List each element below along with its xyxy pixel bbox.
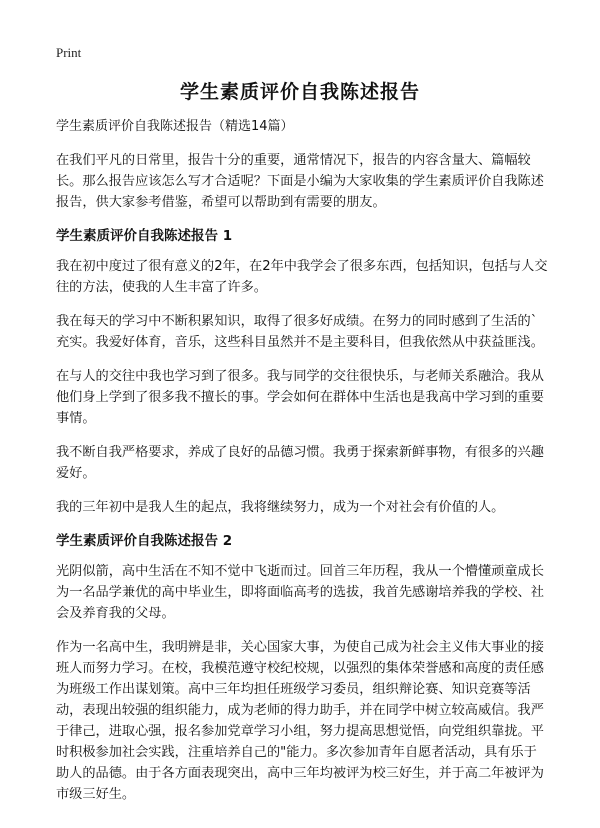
page-title: 学生素质评价自我陈述报告 (179, 81, 420, 103)
section-1-paragraph: 我在每天的学习中不断积累知识，取得了很多好成绩。在努力的同时感到了生活的`充实。我爱好体育，音乐，这些科目虽然并不是主要科目，但我依然从中获益匪浅。 (56, 314, 544, 350)
section-1-paragraph: 我不断自我严格要求，养成了良好的品德习惯。我勇于探索新鲜事物，有很多的兴趣爱好。 (56, 445, 544, 481)
section-heading-1: 学生素质评价自我陈述报告 1 (56, 228, 233, 244)
section-1-paragraph: 我在初中度过了很有意义的2年，在2年中我学会了很多东西，包括知识，包括与人交往的方法，使我的人生丰富了许多。 (56, 259, 548, 295)
section-1-paragraph: 我的三年初中是我人生的起点，我将继续努力，成为一个对社会有价值的人。 (56, 500, 505, 515)
intro-paragraph: 在我们平凡的日常里，报告十分的重要，通常情况下，报告的内容含量大、篇幅较长。那么报告应该怎么写才合适呢？下面是小编为大家收集的学生素质评价自我陈述报告，供大家参考借鉴，希望可以帮助到有需要的朋友。 (56, 153, 544, 210)
section-heading-2: 学生素质评价自我陈述报告 2 (56, 533, 233, 549)
print-link[interactable]: Print (56, 45, 82, 60)
section-2-paragraph: 作为一名高中生，我明辨是非，关心国家大事，为使自己成为社会主义伟大事业的接班人而努力学习。在校，我模范遵守校纪校规，以强烈的集体荣誉感和高度的责任感为班级工作出谋划策。高中三年均担任班级学习委员，组织辩论赛、知识竞赛等活动，表现出较强的组织能力，成为老师的得力助手，并在同学中树立较高威信。我严于律己，进取心强，报名参加党章学习小组，努力提高思想觉悟，向党组织靠拢。平时积极参加社会实践，注重培养自己的"能力。多次参加青年自愿者活动，具有乐于助人的品德。由于各方面表现突出，高中三年均被评为校三好生，并于高二年被评为市级三好生。 (56, 640, 544, 802)
article-body (56, 118, 548, 818)
section-1-paragraph: 在与人的交往中我也学习到了很多。我与同学的交往很快乐，与老师关系融洽。我从他们身上学到了很多我不擅长的事。学会如何在群体中生活也是我高中学习到的重要事情。 (56, 369, 544, 426)
section-2-paragraph: 光阴似箭，高中生活在不知不觉中飞逝而过。回首三年历程，我从一个懵懂顽童成长为一名品学兼优的高中毕业生，即将面临高考的选拔，我首先感谢培养我的学校、社会及养育我的父母。 (56, 564, 544, 621)
article-subtitle: 学生素质评价自我陈述报告（精选14篇） (56, 119, 294, 134)
